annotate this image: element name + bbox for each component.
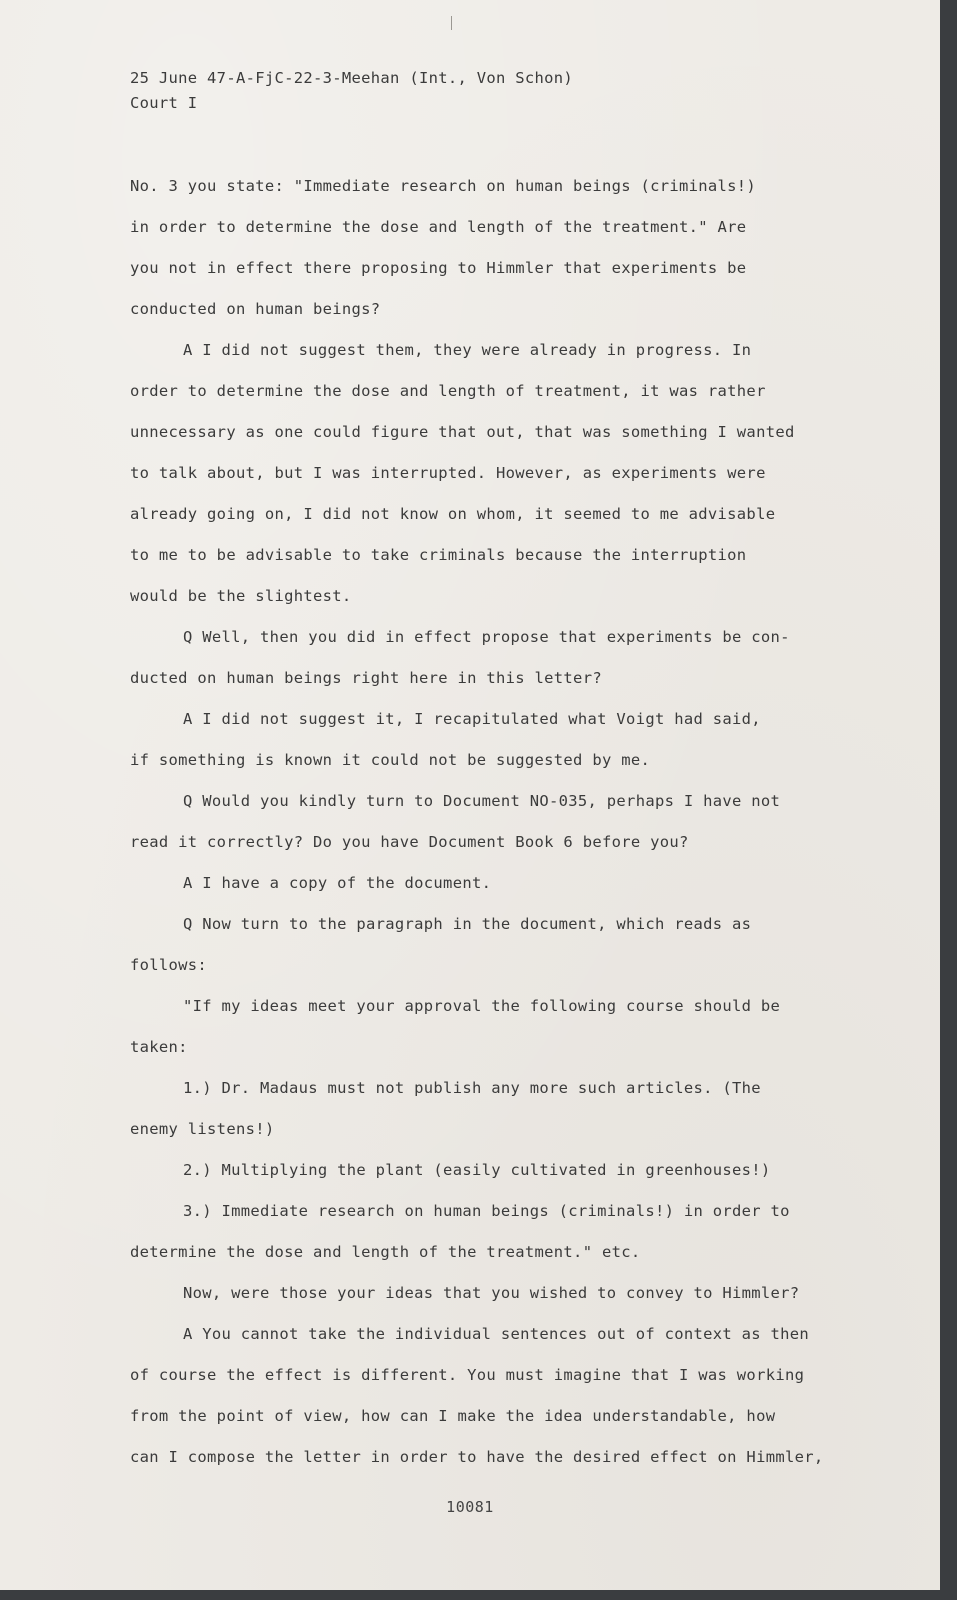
body-line: already going on, I did not know on whom, it seemed to me advisable [130, 505, 776, 523]
answer-line: A I did not suggest them, they were already in progress. In [183, 341, 752, 359]
body-line: you not in effect there proposing to Himmler that experiments be [130, 259, 747, 277]
punch-mark [451, 16, 452, 30]
answer-line: A You cannot take the individual sentences out of context as then [183, 1325, 810, 1343]
body-line: unnecessary as one could figure that out, that was something I wanted [130, 423, 795, 441]
body-line: read it correctly? Do you have Document Book 6 before you? [130, 833, 689, 851]
question-line: Q Now turn to the paragraph in the document, which reads as [183, 915, 752, 933]
list-item-1: 1.) Dr. Madaus must not publish any more such articles. (The [183, 1079, 761, 1097]
body-line: conducted on human beings? [130, 300, 381, 318]
header-court-line: Court I [130, 94, 198, 112]
body-line: ducted on human beings right here in this letter? [130, 669, 602, 687]
body-line: No. 3 you state: "Immediate research on human beings (criminals!) [130, 177, 757, 195]
body-line: enemy listens!) [130, 1120, 275, 1138]
body-line: determine the dose and length of the treatment." etc. [130, 1243, 641, 1261]
answer-line: A I did not suggest it, I recapitulated what Voigt had said, [183, 710, 761, 728]
body-line: order to determine the dose and length of treatment, it was rather [130, 382, 766, 400]
body-line: to talk about, but I was interrupted. However, as experiments were [130, 464, 766, 482]
question-line: Q Would you kindly turn to Document NO-035, perhaps I have not [183, 792, 781, 810]
body-line: can I compose the letter in order to have the desired effect on Himmler, [130, 1448, 824, 1466]
body-line: follows: [130, 956, 208, 974]
page-number: 10081 [446, 1498, 494, 1516]
body-line: to me to be advisable to take criminals because the interruption [130, 546, 747, 564]
body-line: from the point of view, how can I make the idea understandable, how [130, 1407, 776, 1425]
body-line: would be the slightest. [130, 587, 352, 605]
list-item-3: 3.) Immediate research on human beings (criminals!) in order to [183, 1202, 790, 1220]
body-line: of course the effect is different. You must imagine that I was working [130, 1366, 805, 1384]
question-line: Q Well, then you did in effect propose that experiments be con- [183, 628, 790, 646]
answer-line: A I have a copy of the document. [183, 874, 492, 892]
body-line: if something is known it could not be suggested by me. [130, 751, 651, 769]
header-case-line: 25 June 47-A-FjC-22-3-Meehan (Int., Von Schon) [130, 69, 574, 87]
body-line: in order to determine the dose and length of the treatment." Are [130, 218, 747, 236]
list-item-2: 2.) Multiplying the plant (easily cultivated in greenhouses!) [183, 1161, 771, 1179]
quoted-line: "If my ideas meet your approval the following course should be [183, 997, 781, 1015]
body-line: taken: [130, 1038, 188, 1056]
question-line: Now, were those your ideas that you wished to convey to Himmler? [183, 1284, 800, 1302]
